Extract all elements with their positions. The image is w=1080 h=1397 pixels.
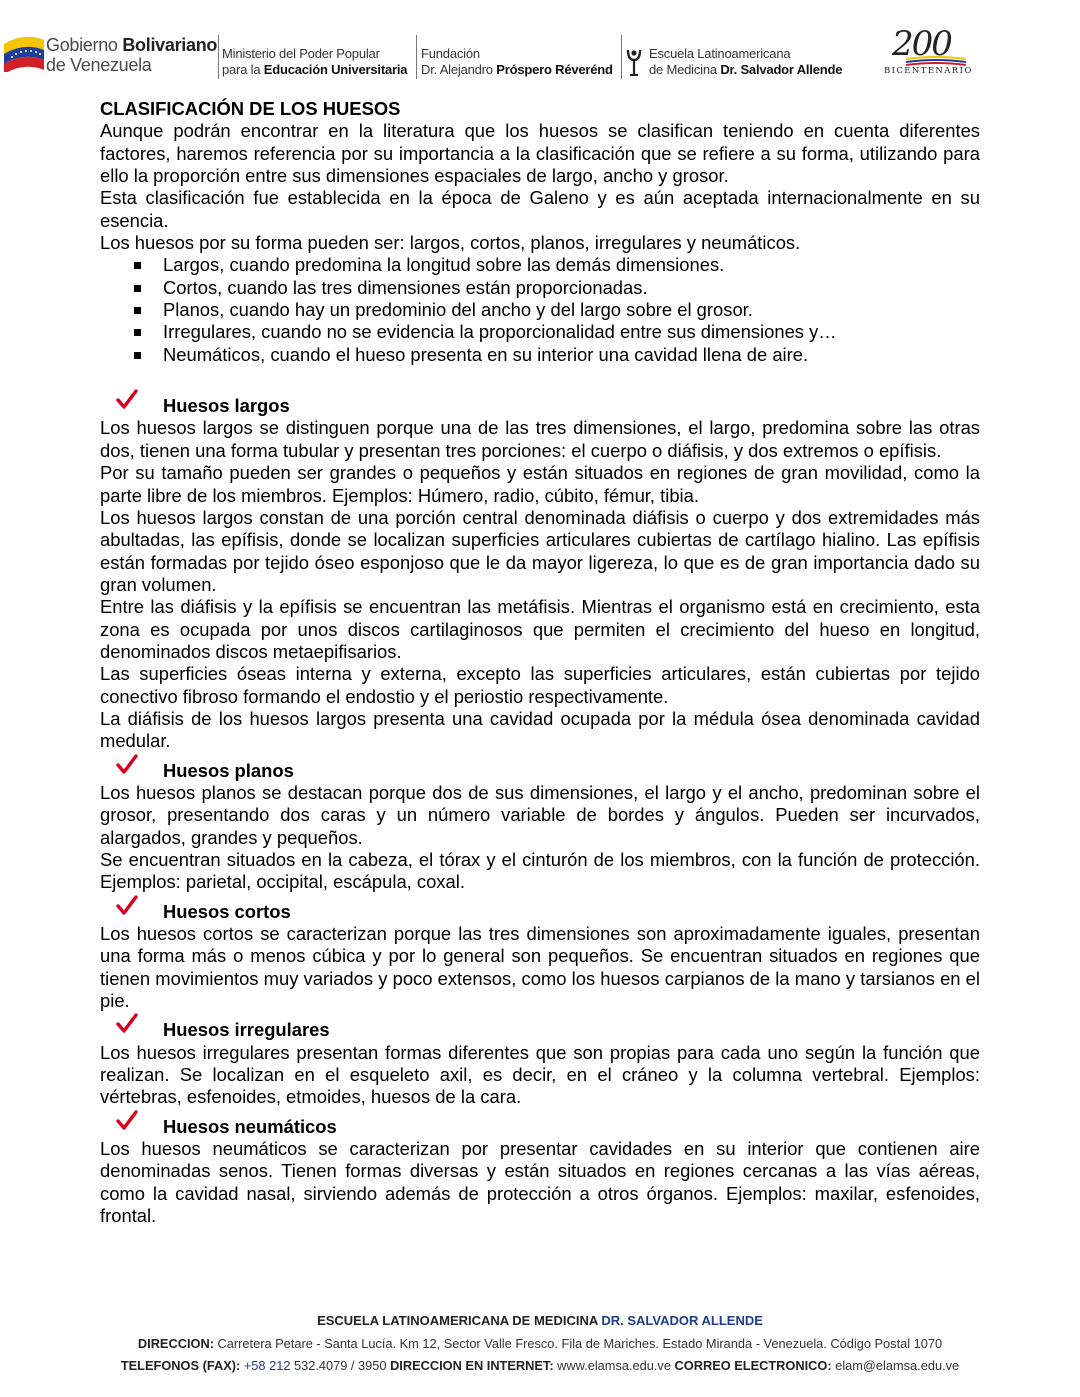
ministerio-label: Ministerio del Poder Popular para la Educación Universitaria [222, 46, 408, 77]
footer-school-name: ESCUELA LATINOAMERICANA DE MEDICINA DR. SALVADOR ALLENDE [317, 1313, 763, 1328]
section-heading-huesos-neumaticos: Huesos neumáticos [100, 1116, 980, 1138]
section-paragraph: Los huesos planos se destacan porque dos de sus dimensiones, el largo y el ancho, predominan sobre el grosor, presentando dos caras y un número variable de bordes y ángulos. Pueden ser incurvados, alargados, grandes y pequeños. [100, 781, 980, 848]
footer-address: DIRECCION: Carretera Petare - Santa Lucía. Km 12, Sector Valle Fresco. Fila de Mariches. Estado Miranda - Venezuela. Código Postal 1070 [137, 1336, 943, 1351]
email-link[interactable]: elam@elamsa.edu.ve [831, 1358, 960, 1373]
section-paragraph: Se encuentran situados en la cabeza, el tórax y el cinturón de los miembros, con la función de protección. Ejemplos: parietal, occipital, escápula, coxal. [100, 849, 980, 893]
tricolor-ribbon-icon [906, 56, 966, 66]
section-heading-huesos-irregulares: Huesos irregulares [100, 1019, 980, 1041]
page-header [0, 22, 1080, 84]
section-paragraph: Los huesos neumáticos se caracterizan por presentar cavidades en su interior que contienen aire denominadas senos. Tienen formas diversas y están situados en regiones cercanas a las vías aéreas, como la cavidad nasal, sirviendo además de protección a otros órganos. Ejemplos: maxilar, esfenoides, frontal. [100, 1138, 980, 1227]
bicentenario-logo [880, 24, 972, 80]
checkmark-icon [116, 754, 138, 776]
document-body [100, 98, 980, 1228]
gobierno-bolivariano-logo-text: Gobierno Bolivariano de Venezuela [46, 35, 218, 75]
section-heading-huesos-planos: Huesos planos [100, 760, 980, 782]
bicentenario-word: BICENTENARIO [884, 66, 973, 76]
checkmark-icon [116, 1013, 138, 1035]
intro-paragraph: Esta clasificación fue establecida en la época de Galeno y es aún aceptada internacionalmente en su esencia. [100, 187, 980, 231]
list-item: Largos, cuando predomina la longitud sobre las demás dimensiones. [163, 254, 980, 276]
section-heading-huesos-cortos: Huesos cortos [100, 901, 980, 923]
section-paragraph: Los huesos largos constan de una porción central denominada diáfisis o cuerpo y dos extremidades más abultadas, las epífisis, donde se localizan superficies articulares cubiertas de cartílago hialino. Las epífisis están formadas por tejido óseo esponjoso que le da mayor ligereza, lo que es de gran importancia dado su gran volumen. [100, 506, 980, 595]
list-item: Cortos, cuando las tres dimensiones están proporcionadas. [163, 277, 980, 299]
elam-logo-icon [626, 46, 642, 78]
header-divider [218, 35, 219, 79]
checkmark-icon [116, 389, 138, 411]
list-item: Irregulares, cuando no se evidencia la proporcionalidad entre sus dimensiones y… [163, 321, 980, 343]
section-paragraph: Los huesos largos se distinguen porque una de las tres dimensiones, el largo, predomina sobre las otras dos, tienen una forma tubular y presentan tres porciones: el cuerpo o diáfisis, y dos extremos o epífisis. [100, 417, 980, 461]
section-heading-huesos-largos: Huesos largos [100, 395, 980, 417]
section-paragraph: Las superficies óseas interna y externa, excepto las superficies articulares, están cubiertas por tejido conectivo fibroso formando el endostio y el periostio respectivamente. [100, 663, 980, 707]
venezuela-flag-icon [2, 30, 46, 72]
fundacion-label: Fundación Dr. Alejandro Próspero Réverénd [421, 46, 613, 77]
website-link[interactable]: www.elamsa.edu.ve [553, 1358, 675, 1373]
page-title: CLASIFICACIÓN DE LOS HUESOS [100, 98, 401, 119]
shape-list [100, 254, 980, 366]
section-paragraph: Por su tamaño pueden ser grandes o pequeños y están situados en regiones de gran movilidad, como la parte libre de los miembros. Ejemplos: Húmero, radio, cúbito, fémur, tibia. [100, 462, 980, 506]
list-item: Planos, cuando hay un predominio del ancho y del largo sobre el grosor. [163, 299, 980, 321]
intro-paragraph: Los huesos por su forma pueden ser: largos, cortos, planos, irregulares y neumáticos. [100, 232, 801, 254]
header-divider [416, 35, 417, 79]
section-paragraph: Entre las diáfisis y la epífisis se encuentran las metáfisis. Mientras el organismo está en crecimiento, esta zona es ocupada por unos discos cartilaginosos que permiten el crecimiento del hueso en longitud, denominados discos metaepifisarios. [100, 596, 980, 662]
bicentenario-number: 200 [892, 24, 951, 64]
intro-paragraph: Aunque podrán encontrar en la literatura que los huesos se clasifican teniendo en cuenta diferentes factores, haremos referencia por su importancia a la clasificación que se refiere a su forma, utilizando para ello la proporción entre sus dimensiones espaciales de largo, ancho y grosor. [100, 120, 980, 187]
footer-contact: TELEFONOS (FAX): +58 212 532.4079 / 3950 DIRECCION EN INTERNET: www.elamsa.edu.ve CORREO ELECTRONICO: elam@elamsa.edu.ve [120, 1358, 960, 1373]
escuela-label: Escuela Latinoamericana de Medicina Dr. Salvador Allende [649, 46, 843, 77]
checkmark-icon [116, 895, 138, 917]
section-paragraph: Los huesos irregulares presentan formas diferentes que son propias para cada uno según la función que realizan. Se localizan en el esqueleto axil, es decir, en el cráneo y la columna vertebral. Ejemplos: vértebras, esfenoides, etmoides, huesos de la cara. [100, 1041, 980, 1108]
section-paragraph: Los huesos cortos se caracterizan porque las tres dimensiones son aproximadamente iguales, presentan una forma más o menos cúbica y por lo general son pequeños. Se encuentran situados en regiones que tienen movimientos muy variados y poco extensos, como los huesos carpianos de la mano y tarsianos en el pie. [100, 923, 980, 1012]
header-divider [621, 35, 622, 79]
section-paragraph: La diáfisis de los huesos largos presenta una cavidad ocupada por la médula ósea denominada cavidad medular. [100, 707, 980, 752]
checkmark-icon [116, 1110, 138, 1132]
list-item: Neumáticos, cuando el hueso presenta en su interior una cavidad llena de aire. [163, 344, 980, 366]
